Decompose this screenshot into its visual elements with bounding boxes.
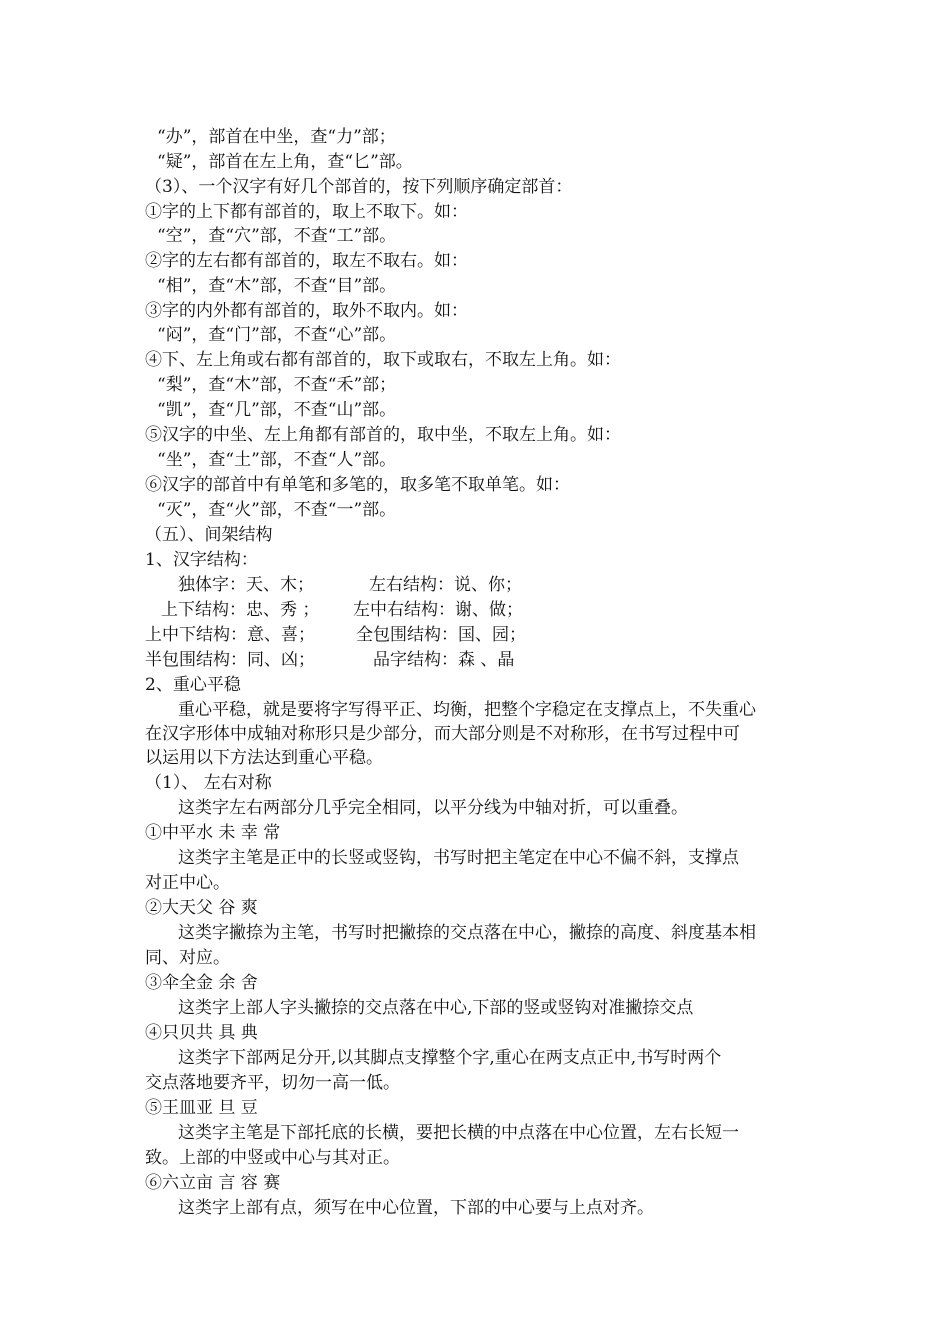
paragraph-line: 以运用以下方法达到重心平稳。 — [145, 748, 383, 768]
text-line: ④下、左上角或右都有部首的，取下或取右，不取左上角。如： — [145, 350, 621, 370]
paragraph-line: 交点落地要齐平，切勿一高一低。 — [145, 1073, 400, 1093]
text-line: “梨”，查“木”部，不查“禾”部； — [157, 375, 397, 395]
paragraph-line: 对正中心。 — [145, 873, 230, 893]
example-line: ③伞全金 余 舍 — [145, 973, 258, 993]
paragraph-line: 这类字左右两部分几乎完全相同，以平分线为中轴对折，可以重叠。 — [178, 798, 688, 818]
text-line: “凯”，查“几”部，不查“山”部。 — [157, 400, 397, 420]
structure-item: 半包围结构：同、凶； — [145, 650, 315, 670]
example-line: ②大天父 谷 爽 — [145, 898, 258, 918]
paragraph-line: 这类字下部两足分开,以其脚点支撑整个字,重心在两支点正中,书写时两个 — [178, 1048, 722, 1068]
text-line: ③字的内外都有部首的，取外不取内。如： — [145, 301, 468, 321]
text-line: ⑤汉字的中坐、左上角都有部首的，取中坐，不取左上角。如： — [145, 425, 621, 445]
text-line: ②字的左右都有部首的，取左不取右。如： — [145, 251, 468, 271]
structure-item: 上下结构：忠、秀 ； — [161, 600, 320, 620]
subsection-heading: 1、汉字结构： — [145, 550, 258, 570]
structure-item: 上中下结构：意、喜； — [145, 625, 315, 645]
example-line: ⑤王皿亚 旦 豆 — [145, 1098, 258, 1118]
paragraph-line: 重心平稳，就是要将字写得平正、均衡，把整个字稳定在支撑点上，不失重心 — [178, 700, 756, 720]
paragraph-line: 这类字上部人字头撇捺的交点落在中心,下部的竖或竖钩对准撇捺交点 — [178, 998, 694, 1018]
text-line: “坐”，查“土”部，不查“人”部。 — [157, 450, 397, 470]
text-line: “灭”，查“火”部，不查“一”部。 — [157, 500, 397, 520]
text-line: （3）、一个汉字有好几个部首的，按下列顺序确定部首： — [145, 177, 573, 197]
example-line: ⑥六立亩 言 容 赛 — [145, 1173, 281, 1193]
structure-item: 独体字：天、木； — [178, 575, 314, 595]
text-line: “空”，查“穴”部，不查“工”部。 — [157, 226, 397, 246]
text-line: ⑥汉字的部首中有单笔和多笔的，取多笔不取单笔。如： — [145, 475, 570, 495]
structure-item: 左右结构：说、你； — [369, 575, 522, 595]
example-line: ①中平水 未 幸 常 — [145, 823, 281, 843]
section-heading: （五）、间架结构 — [145, 525, 273, 545]
paragraph-line: 这类字上部有点，须写在中心位置，下部的中心要与上点对齐。 — [178, 1198, 654, 1218]
text-line: “疑”，部首在左上角，查“匕”部。 — [157, 152, 413, 172]
paragraph-line: 致。上部的中竖或中心与其对正。 — [145, 1148, 400, 1168]
subsection-heading: （1）、 左右对称 — [145, 773, 272, 793]
paragraph-line: 在汉字形体中成轴对称形只是少部分，而大部分则是不对称形，在书写过程中可 — [145, 724, 740, 744]
structure-item: 品字结构：森 、晶 — [373, 650, 515, 670]
subsection-heading: 2、重心平稳 — [145, 675, 241, 695]
text-line: “闷”，查“门”部，不查“心”部。 — [157, 325, 397, 345]
paragraph-line: 这类字撇捺为主笔，书写时把撇捺的交点落在中心，撇捺的高度、斜度基本相 — [178, 923, 756, 943]
structure-item: 全包围结构：国、园； — [356, 625, 526, 645]
text-line: ①字的上下都有部首的，取上不取下。如： — [145, 202, 468, 222]
paragraph-line: 这类字主笔是下部托底的长横，要把长横的中点落在中心位置，左右长短一 — [178, 1123, 739, 1143]
text-line: “办”，部首在中坐，查“力”部； — [157, 127, 396, 147]
paragraph-line: 同、对应。 — [145, 948, 230, 968]
paragraph-line: 这类字主笔是正中的长竖或竖钩，书写时把主笔定在中心不偏不斜，支撑点 — [178, 848, 739, 868]
structure-item: 左中右结构：谢、做； — [353, 600, 523, 620]
example-line: ④只贝共 具 典 — [145, 1023, 258, 1043]
text-line: “相”，查“木”部，不查“目”部。 — [157, 276, 397, 296]
